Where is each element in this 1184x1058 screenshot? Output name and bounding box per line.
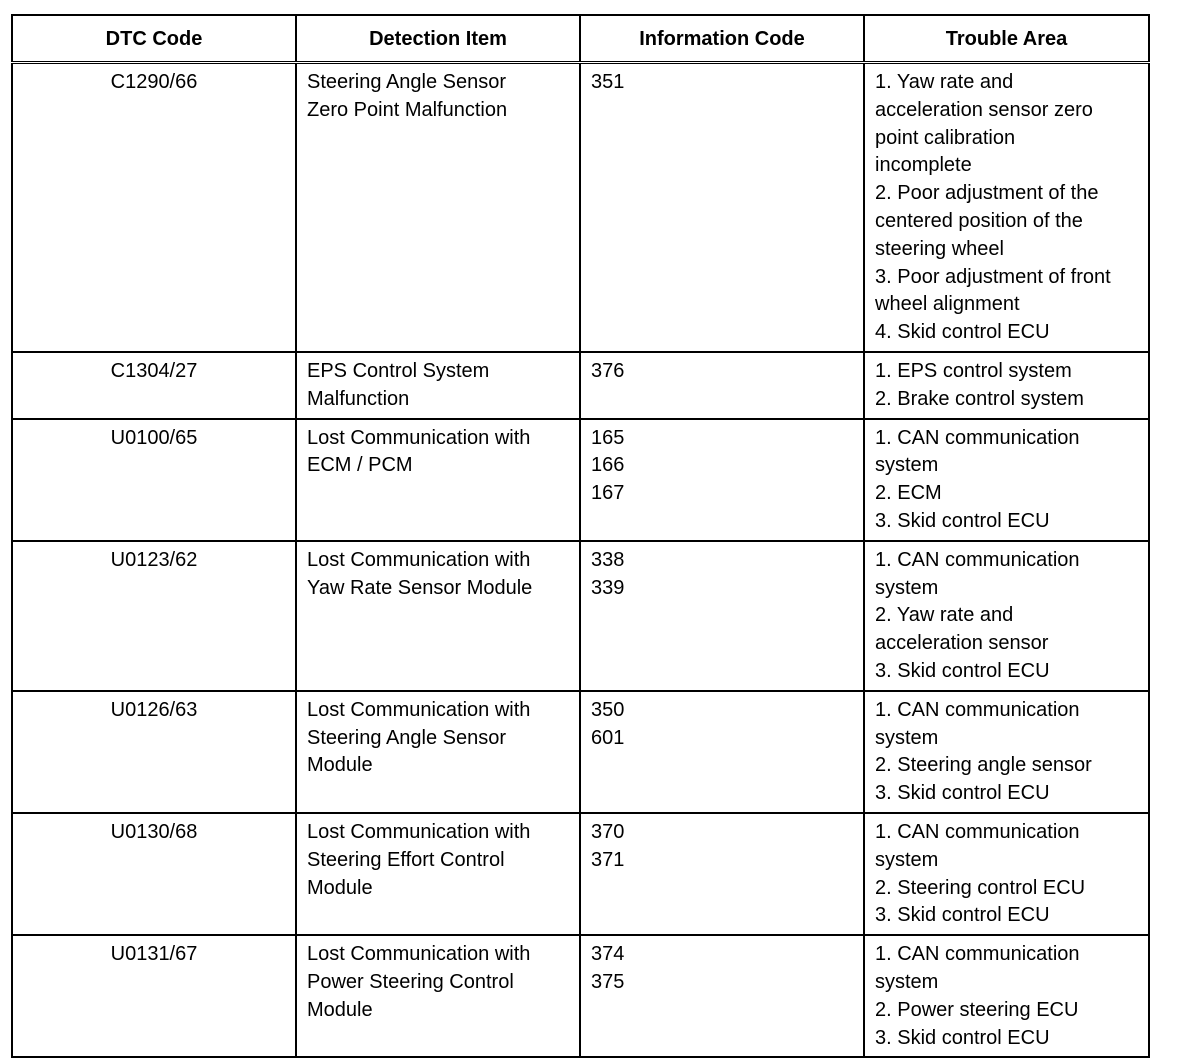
information-code-cell: 370 371 <box>580 813 864 935</box>
table-row <box>12 691 1149 813</box>
information-code-cell: 350 601 <box>580 691 864 813</box>
information-code-cell: 338 339 <box>580 541 864 691</box>
table-header-row <box>12 15 1149 63</box>
detection-item-cell: Lost Communication with Power Steering Control Module <box>296 935 580 1057</box>
information-code-cell: 165 166 167 <box>580 419 864 541</box>
dtc-code-cell: U0126/63 <box>12 691 296 813</box>
dtc-code-cell: C1304/27 <box>12 352 296 419</box>
header-dtc-code: DTC Code <box>12 15 296 63</box>
table-row <box>12 813 1149 935</box>
information-code-cell: 351 <box>580 63 864 352</box>
table-row <box>12 541 1149 691</box>
trouble-area-cell: 1. CAN communication system 2. ECM 3. Skid control ECU <box>864 419 1149 541</box>
header-trouble-area: Trouble Area <box>864 15 1149 63</box>
detection-item-cell: Lost Communication with Steering Effort Control Module <box>296 813 580 935</box>
dtc-code-cell: C1290/66 <box>12 63 296 352</box>
trouble-area-cell: 1. CAN communication system 2. Yaw rate and acceleration sensor 3. Skid control ECU <box>864 541 1149 691</box>
trouble-area-cell: 1. CAN communication system 2. Power steering ECU 3. Skid control ECU <box>864 935 1149 1057</box>
information-code-cell: 376 <box>580 352 864 419</box>
trouble-area-cell: 1. CAN communication system 2. Steering control ECU 3. Skid control ECU <box>864 813 1149 935</box>
dtc-code-cell: U0100/65 <box>12 419 296 541</box>
trouble-area-cell: 1. CAN communication system 2. Steering angle sensor 3. Skid control ECU <box>864 691 1149 813</box>
information-code-cell: 374 375 <box>580 935 864 1057</box>
detection-item-cell: EPS Control System Malfunction <box>296 352 580 419</box>
detection-item-cell: Lost Communication with Yaw Rate Sensor Module <box>296 541 580 691</box>
dtc-code-cell: U0130/68 <box>12 813 296 935</box>
trouble-area-cell: 1. EPS control system 2. Brake control system <box>864 352 1149 419</box>
header-detection-item: Detection Item <box>296 15 580 63</box>
trouble-area-cell: 1. Yaw rate and acceleration sensor zero point calibration incomplete 2. Poor adjustment of the centered position of the steering wheel 3. Poor adjustment of front wheel alignment 4. Skid control ECU <box>864 63 1149 352</box>
header-information-code: Information Code <box>580 15 864 63</box>
detection-item-cell: Lost Communication with ECM / PCM <box>296 419 580 541</box>
table-row <box>12 352 1149 419</box>
table-row <box>12 935 1149 1057</box>
detection-item-cell: Lost Communication with Steering Angle Sensor Module <box>296 691 580 813</box>
detection-item-cell: Steering Angle Sensor Zero Point Malfunction <box>296 63 580 352</box>
table-row <box>12 63 1149 352</box>
dtc-code-cell: U0131/67 <box>12 935 296 1057</box>
dtc-code-cell: U0123/62 <box>12 541 296 691</box>
dtc-table <box>11 14 1150 1058</box>
table-row <box>12 419 1149 541</box>
